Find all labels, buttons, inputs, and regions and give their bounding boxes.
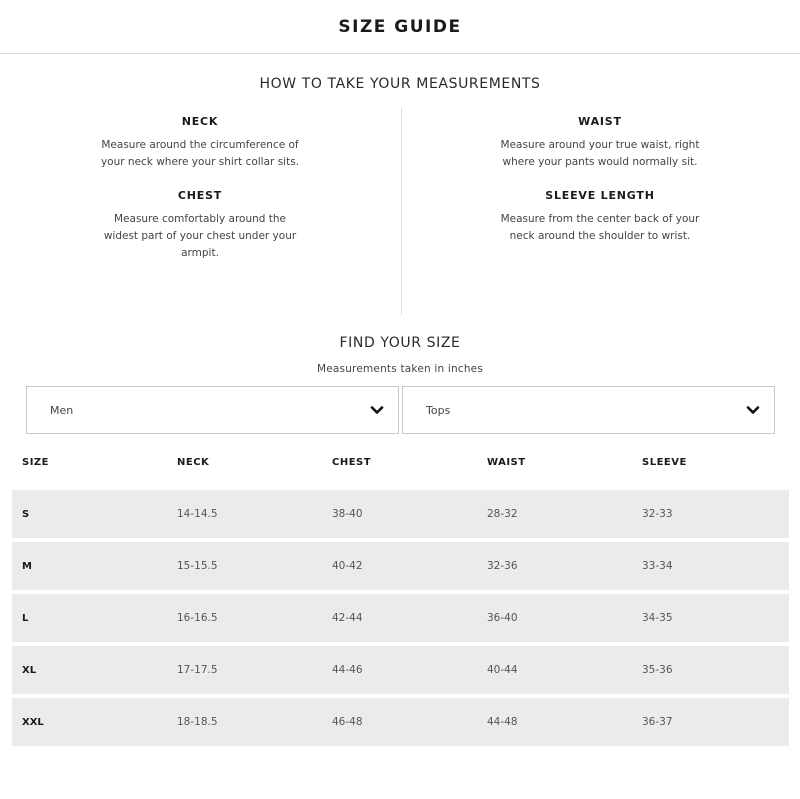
chest-cell: 44-46 [332,664,363,676]
category-select[interactable] [402,386,775,434]
measure-heading: CHEST [177,189,223,202]
size-table [12,434,789,746]
table-row [12,594,789,642]
page-title: SIZE GUIDE [338,16,462,37]
table-row [12,490,789,538]
neck-cell: 18-18.5 [177,716,218,728]
chest-cell: 42-44 [332,612,363,624]
chest-cell: 40-42 [332,560,363,572]
neck-cell: 16-16.5 [177,612,218,624]
category-select-value: Tops [426,403,451,417]
size-cell: S [22,508,30,520]
waist-cell: 36-40 [487,612,518,624]
column-divider [401,108,402,315]
measure-item-waist [500,105,700,171]
table-header [12,434,789,490]
sleeve-cell: 33-34 [642,560,673,572]
waist-cell: 40-44 [487,664,518,676]
column-header-sleeve: SLEEVE [642,456,687,468]
column-header-size: SIZE [22,456,50,468]
measure-item-chest [100,171,300,262]
measure-heading: WAIST [578,115,622,128]
filter-selects [0,386,800,434]
sleeve-cell: 35-36 [642,664,673,676]
chest-cell: 38-40 [332,508,363,520]
measure-text: Measure around the circumference of your neck where your shirt collar sits. [100,139,300,168]
neck-cell: 17-17.5 [177,664,218,676]
find-your-size-title: FIND YOUR SIZE [339,335,461,351]
neck-cell: 14-14.5 [177,508,218,520]
measure-text: Measure from the center back of your neck around the shoulder to wrist. [500,213,700,242]
column-header-chest: CHEST [332,456,372,468]
size-cell: M [22,560,32,572]
measure-heading: NECK [181,115,219,128]
waist-cell: 44-48 [487,716,518,728]
chevron-down-icon [746,403,760,417]
waist-cell: 32-36 [487,560,518,572]
measure-text: Measure around your true waist, right where your pants would normally sit. [500,139,700,168]
gender-select[interactable] [26,386,399,434]
measure-item-sleeve-length [500,171,700,245]
column-header-neck: NECK [177,456,210,468]
gender-select-value: Men [50,403,74,417]
sleeve-cell: 32-33 [642,508,673,520]
measure-column-right [400,105,800,310]
measure-heading: SLEEVE LENGTH [545,189,655,202]
chest-cell: 46-48 [332,716,363,728]
sleeve-cell: 36-37 [642,716,673,728]
how-to-measure-title: HOW TO TAKE YOUR MEASUREMENTS [259,76,541,92]
measure-column-left [0,105,400,310]
size-cell: XXL [22,716,44,728]
neck-cell: 15-15.5 [177,560,218,572]
units-note: Measurements taken in inches [316,363,484,375]
header [0,0,800,54]
waist-cell: 28-32 [487,508,518,520]
measure-text: Measure comfortably around the widest part of your chest under your armpit. [103,213,297,259]
sleeve-cell: 34-35 [642,612,673,624]
table-row [12,542,789,590]
measure-item-neck [100,105,300,171]
measurement-instructions [0,105,800,310]
column-header-waist: WAIST [487,456,526,468]
table-row [12,646,789,694]
size-cell: L [22,612,29,624]
chevron-down-icon [370,403,384,417]
table-row [12,698,789,746]
size-cell: XL [22,664,37,676]
